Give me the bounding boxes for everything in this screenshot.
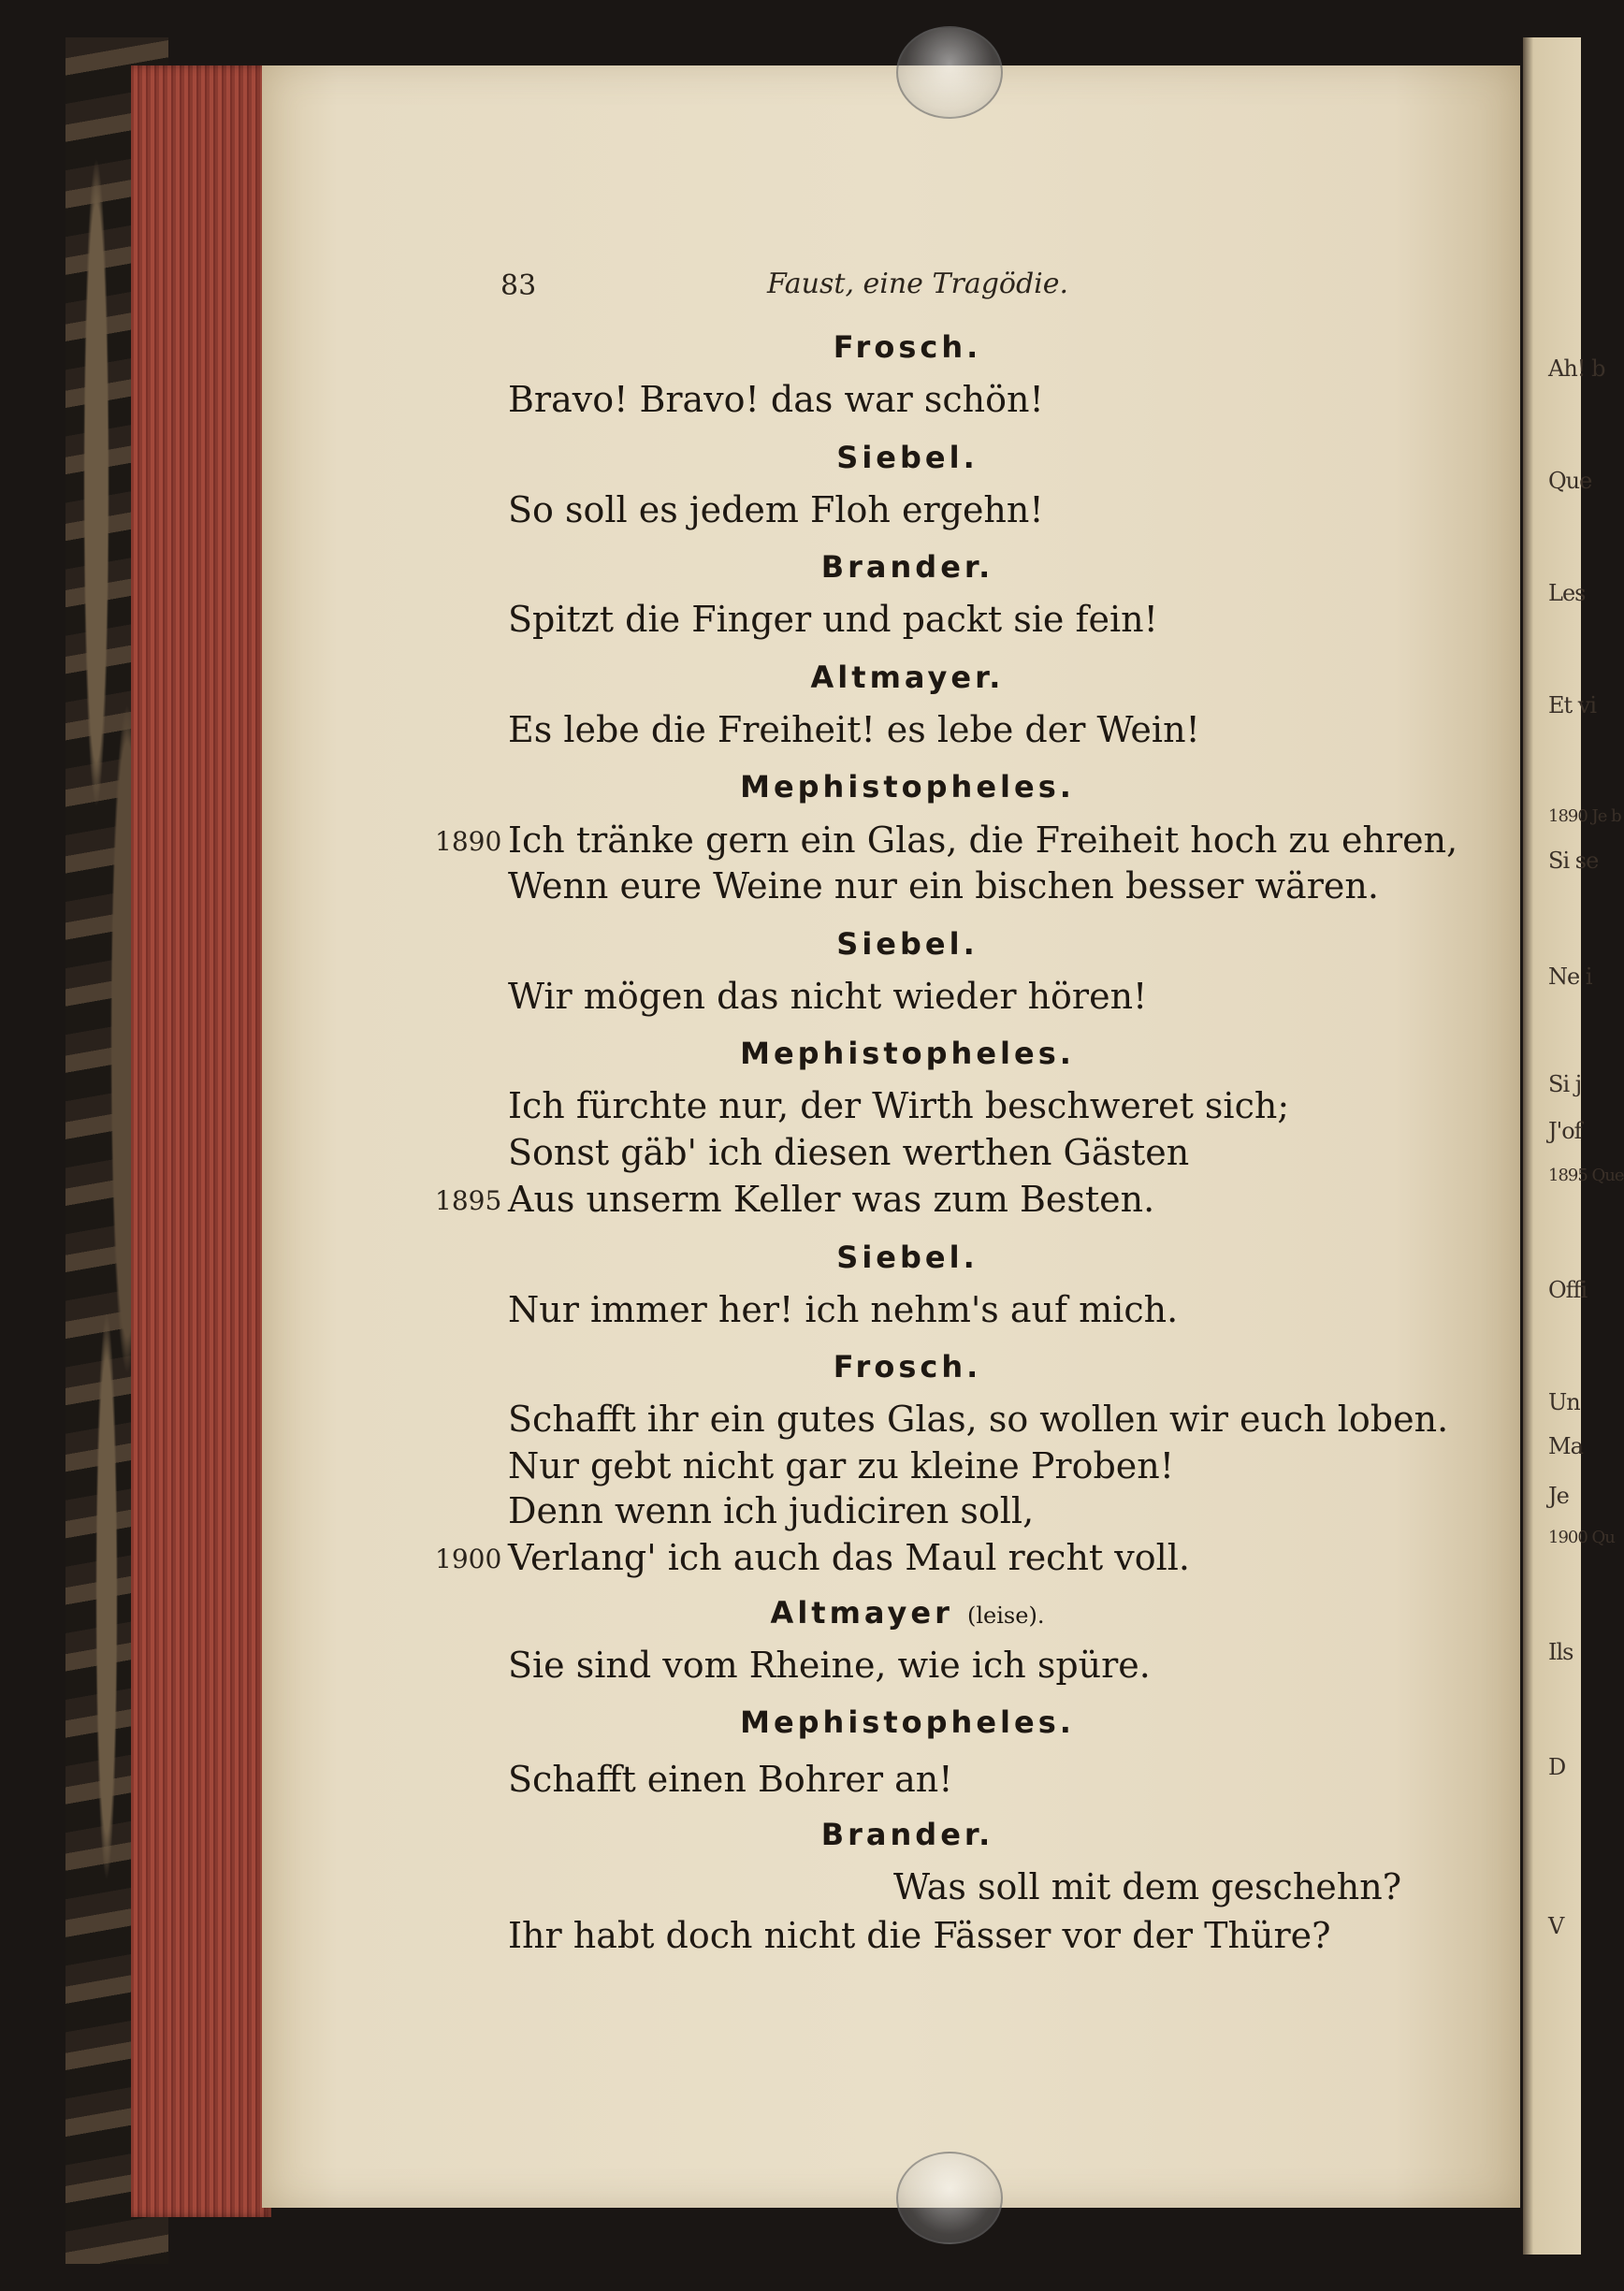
verse-line: Ihr habt doch nicht die Fässer vor der Thüre?	[508, 1915, 1331, 1956]
verse-line: Wenn eure Weine nur ein bischen besser wären.	[508, 865, 1379, 906]
verse-line: Was soll mit dem geschehn?	[893, 1866, 1402, 1907]
speaker-name: Altmayer	[770, 1595, 953, 1631]
verse-line: Nur immer her! ich nehm's auf mich.	[508, 1289, 1179, 1330]
running-header	[500, 262, 1324, 309]
facing-page-fragment: 1900 Qu	[1548, 1528, 1615, 1547]
verse-line: Ich tränke gern ein Glas, die Freiheit hoch zu ehren,	[508, 819, 1458, 861]
facing-page-fragment: Les	[1548, 580, 1586, 606]
facing-page-fragment: V	[1548, 1913, 1564, 1939]
verse-line: Denn wenn ich judiciren soll,	[508, 1490, 1035, 1531]
facing-page-fragment: D	[1548, 1754, 1566, 1780]
facing-page-fragment: Je	[1548, 1483, 1569, 1509]
speaker-heading: Frosch.	[833, 329, 982, 365]
verse-line: Ich fürchte nur, der Wirth beschweret sich;	[508, 1085, 1290, 1126]
facing-page-fragment: 1895 Que	[1548, 1166, 1624, 1185]
facing-page-fragment: Ma	[1548, 1433, 1583, 1459]
verse-line: Nur gebt nicht gar zu kleine Proben!	[508, 1445, 1175, 1486]
running-title: Faust, eine Tragödie.	[767, 268, 1069, 300]
verse-line: So soll es jedem Floh ergehn!	[508, 489, 1044, 530]
verse-line: Schafft ihr ein gutes Glas, so wollen wir euch loben.	[508, 1399, 1449, 1440]
facing-page-fragment: Et vi	[1548, 692, 1597, 718]
line-number: 1895	[435, 1185, 502, 1216]
verse-line: Bravo! Bravo! das war schön!	[508, 379, 1044, 420]
speaker-heading: Siebel.	[836, 1240, 979, 1275]
speaker-heading: Brander.	[820, 1817, 994, 1852]
facing-page-fragment: Ne i	[1548, 964, 1592, 990]
speaker-heading: Siebel.	[836, 926, 979, 962]
verse-line: Verlang' ich auch das Maul recht voll.	[508, 1537, 1191, 1578]
page-clip-top	[896, 26, 1003, 119]
speaker-heading	[505, 1595, 1310, 1631]
page-edges	[131, 65, 271, 2217]
facing-page-fragment: Si j	[1548, 1071, 1582, 1097]
facing-page-fragment: Un	[1548, 1389, 1580, 1415]
page-clip-bottom	[896, 2152, 1003, 2244]
speaker-heading: Frosch.	[833, 1349, 982, 1385]
verse-line: Aus unserm Keller was zum Besten.	[508, 1179, 1155, 1220]
speaker-heading: Mephistopheles.	[740, 1704, 1075, 1740]
stage-direction: (leise).	[967, 1602, 1045, 1629]
speaker-heading: Siebel.	[836, 440, 979, 475]
facing-page-fragment: J'of	[1548, 1118, 1582, 1144]
speaker-heading: Mephistopheles.	[740, 1036, 1075, 1071]
verse-line: Wir mögen das nicht wieder hören!	[508, 976, 1148, 1017]
verse-line: Spitzt die Finger und packt sie fein!	[508, 599, 1158, 640]
speaker-heading: Altmayer.	[810, 660, 1005, 695]
facing-page-fragment: Que	[1548, 468, 1592, 494]
facing-page-fragment: Ils	[1548, 1639, 1573, 1665]
line-number: 1890	[435, 826, 502, 857]
verse-line: Sie sind vom Rheine, wie ich spüre.	[508, 1645, 1151, 1686]
facing-page-fragment: Ah! b	[1548, 355, 1605, 382]
line-number: 1900	[435, 1544, 502, 1574]
facing-page-fragment: 1890 Je b	[1548, 806, 1621, 826]
speaker-heading: Mephistopheles.	[740, 769, 1075, 805]
speaker-heading: Brander.	[820, 549, 994, 585]
facing-page-fragment: Offi	[1548, 1277, 1588, 1303]
verse-line: Sonst gäb' ich diesen werthen Gästen	[508, 1132, 1190, 1173]
verse-line: Schafft einen Bohrer an!	[508, 1759, 953, 1800]
verse-line: Es lebe die Freiheit! es lebe der Wein!	[508, 709, 1200, 750]
page-number: 83	[500, 269, 537, 302]
facing-page-fragment: Si se	[1548, 848, 1599, 874]
